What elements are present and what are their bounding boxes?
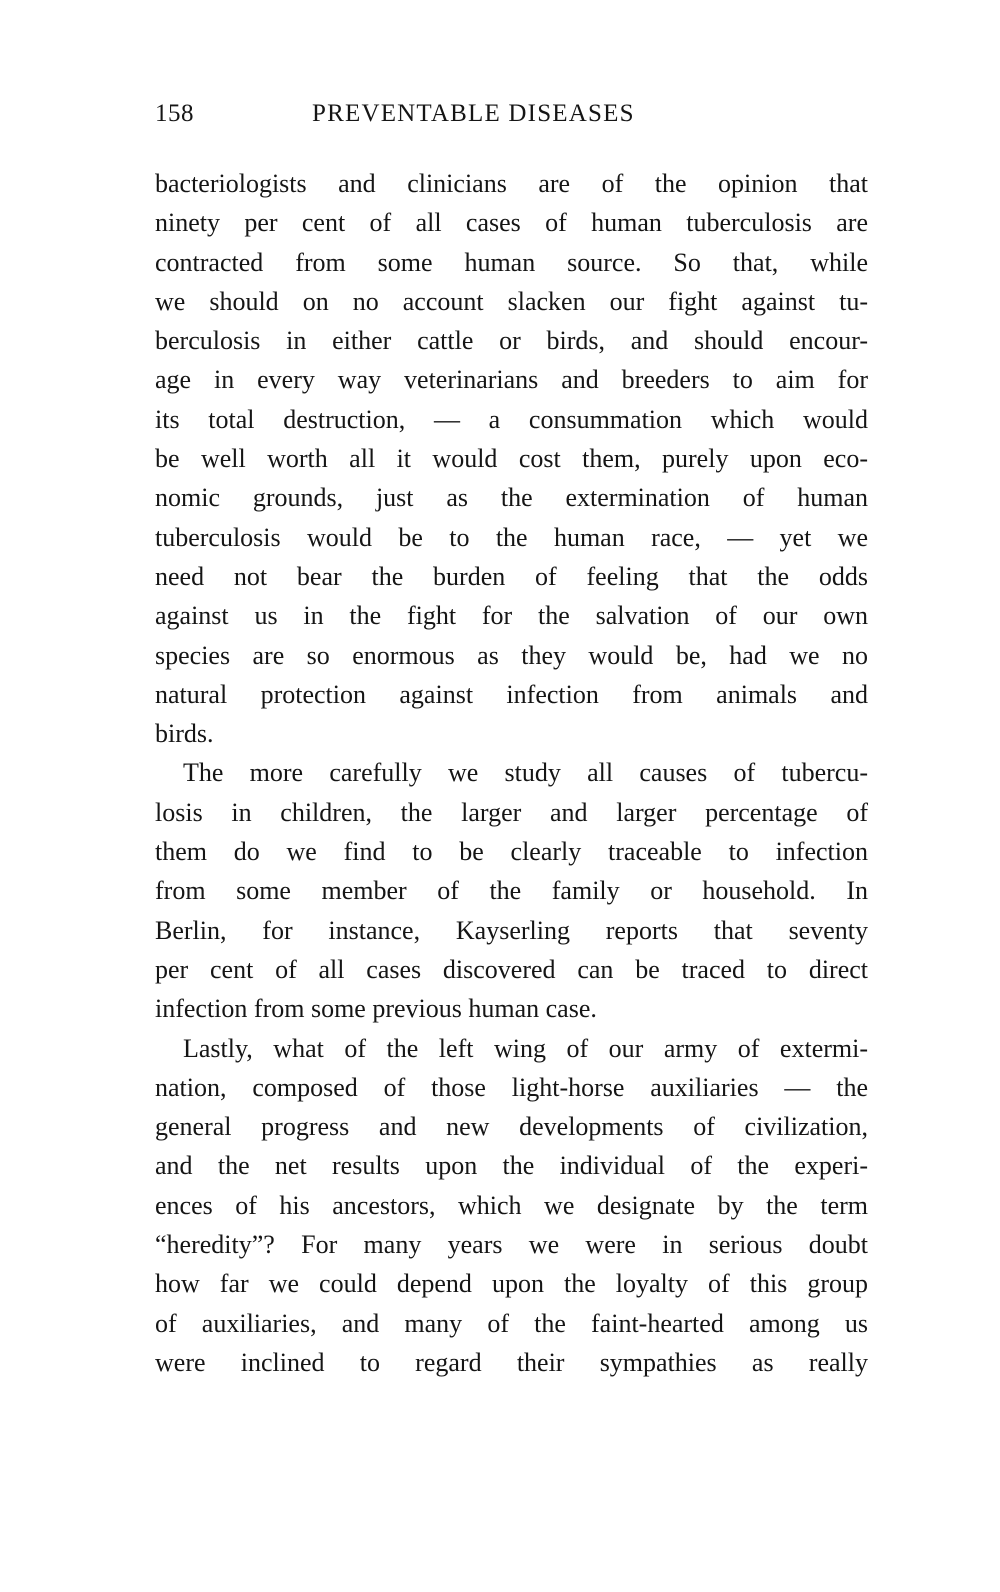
text-line: losis in children, the larger and larger percentage of bbox=[155, 797, 868, 827]
text-line: species are so enormous as they would be, had we no bbox=[155, 640, 868, 670]
text-line: age in every way veterinarians and breeders to aim for bbox=[155, 365, 868, 395]
text-line: against us in the fight for the salvation of our own bbox=[155, 601, 868, 631]
text-line: contracted from some human source. So that, while bbox=[155, 247, 868, 277]
text-line: ences of his ancestors, which we designate by the term bbox=[155, 1190, 868, 1220]
text-line: berculosis in either cattle or birds, and should encour- bbox=[155, 326, 868, 356]
text-line: “heredity”? For many years we were in serious doubt bbox=[155, 1230, 868, 1260]
text-line: we should on no account slacken our fight against tu- bbox=[155, 286, 868, 316]
body-text bbox=[155, 164, 868, 1382]
text-line: The more carefully we study all causes of tubercu- bbox=[183, 758, 868, 788]
text-line: Berlin, for instance, Kayserling reports that seventy bbox=[155, 915, 868, 945]
text-line: them do we find to be clearly traceable to infection bbox=[155, 837, 868, 867]
text-line: per cent of all cases discovered can be traced to direct bbox=[155, 954, 868, 984]
text-line: need not bear the burden of feeling that the odds bbox=[155, 561, 868, 591]
text-line: bacteriologists and clinicians are of the opinion that bbox=[155, 169, 868, 198]
text-line: of auxiliaries, and many of the faint-hearted among us bbox=[155, 1308, 868, 1338]
text-line: nation, composed of those light-horse auxiliaries — the bbox=[155, 1072, 868, 1102]
text-line: and the net results upon the individual of the experi- bbox=[155, 1151, 868, 1181]
text-line: were inclined to regard their sympathies as really bbox=[155, 1347, 868, 1377]
page-number: 158 bbox=[155, 100, 194, 127]
running-title: PREVENTABLE DISEASES bbox=[312, 100, 635, 127]
text-line: general progress and new developments of civilization, bbox=[155, 1112, 868, 1142]
running-head bbox=[155, 100, 868, 140]
paragraph-1 bbox=[155, 164, 868, 753]
text-line: ninety per cent of all cases of human tuberculosis are bbox=[155, 208, 868, 238]
text-line: tuberculosis would be to the human race, — yet we bbox=[155, 522, 868, 552]
text-line: be well worth all it would cost them, purely upon eco- bbox=[155, 444, 868, 474]
text-line: birds. bbox=[155, 719, 214, 749]
text-line: infection from some previous human case. bbox=[155, 994, 597, 1024]
book-page bbox=[155, 100, 868, 1382]
text-line: its total destruction, — a consummation which would bbox=[155, 404, 868, 434]
text-line: nomic grounds, just as the extermination of human bbox=[155, 483, 868, 513]
text-line: from some member of the family or household. In bbox=[155, 876, 868, 906]
text-line: natural protection against infection from animals and bbox=[155, 679, 868, 709]
text-line: Lastly, what of the left wing of our army of extermi- bbox=[183, 1033, 868, 1063]
paragraph-3 bbox=[155, 1029, 868, 1383]
paragraph-2 bbox=[155, 753, 868, 1028]
text-line: how far we could depend upon the loyalty of this group bbox=[155, 1269, 868, 1299]
